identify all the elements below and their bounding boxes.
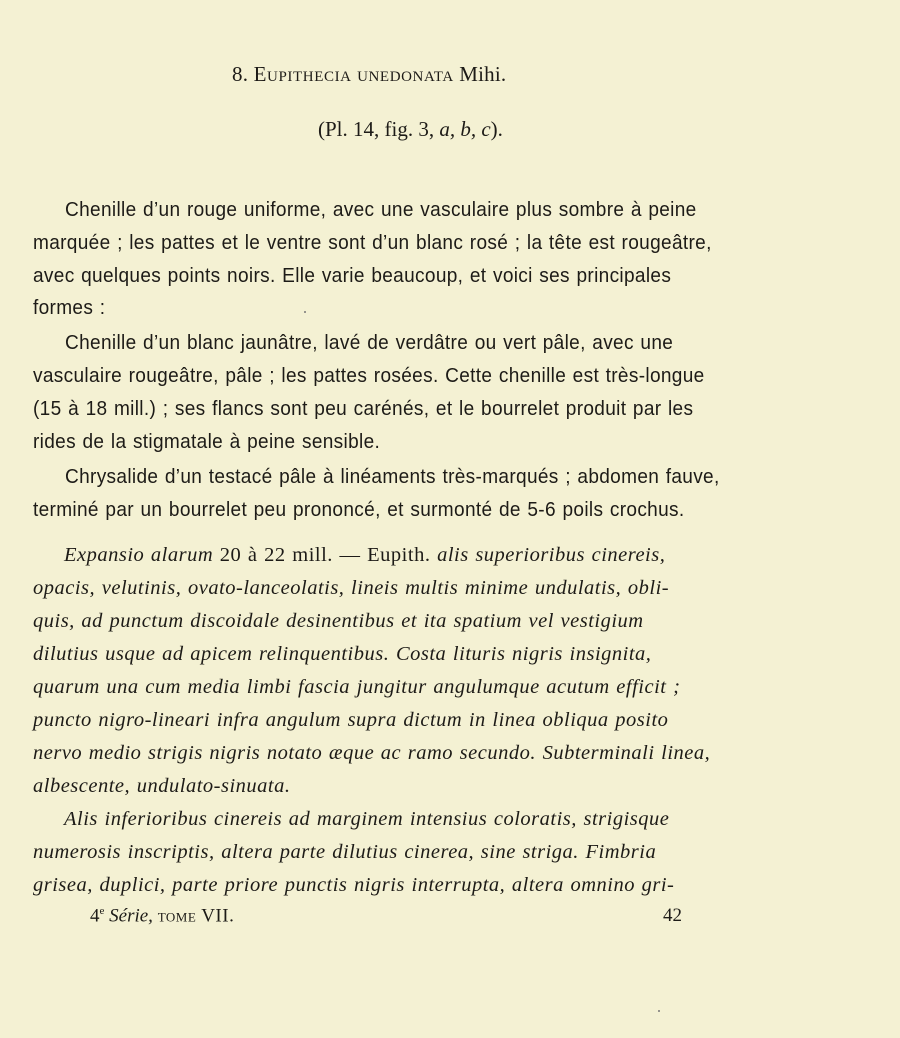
latin-first-line	[64, 545, 665, 566]
plate-prefix: (Pl. 14, fig. 3,	[318, 117, 440, 141]
latin-line: puncto nigro-lineari infra angulum supra dictum in linea obliqua posito	[33, 709, 669, 731]
latin-line: quarum una cum media limbi fascia jungitur angulumque acutum efficit ;	[33, 676, 681, 698]
plate-suffix: ).	[490, 117, 503, 141]
latin-line: dilutius usque ad apicem relinquentibus. Costa lituris nigris insignita,	[33, 643, 652, 665]
latin-line: numerosis inscriptis, altera parte dilutius cinerea, sine striga. Fimbria	[33, 841, 657, 863]
latin-line: nervo medio strigis nigris notato æque ac ramo secundo. Subterminali linea,	[33, 742, 711, 764]
paper-speck	[304, 311, 306, 313]
french-line: vasculaire rougeâtre, pâle ; les pattes rosées. Cette chenille est très-longue	[33, 364, 705, 387]
french-line: avec quelques points noirs. Elle varie beaucoup, et voici ses principales	[33, 264, 672, 287]
series-superscript: e	[99, 905, 105, 917]
species-author: Mihi.	[459, 62, 507, 86]
series-word: Série,	[109, 905, 153, 927]
latin-rest: alis superioribus cinereis,	[437, 544, 666, 566]
french-line: terminé par un bourrelet peu prononcé, et surmonté de 5-6 poils crochus.	[33, 498, 685, 521]
french-line: Chrysalide d’un testacé pâle à linéaments très-marqués ; abdomen fauve,	[65, 465, 720, 488]
species-heading	[232, 64, 506, 85]
plate-figures: a, b, c	[439, 117, 491, 141]
species-name: unedonata	[357, 62, 454, 86]
latin-lead: Expansio alarum	[64, 544, 214, 566]
french-line: formes :	[33, 296, 106, 319]
french-line: Chenille d’un rouge uniforme, avec une vasculaire plus sombre à peine	[65, 198, 697, 221]
french-line: rides de la stigmatale à peine sensible.	[33, 430, 381, 453]
genus-name: Eupithecia	[253, 62, 352, 86]
latin-line: Alis inferioribus cinereis ad marginem intensius coloratis, strigisque	[64, 808, 670, 830]
series-signature	[90, 906, 234, 925]
latin-line: quis, ad punctum discoidale desinentibus et ita spatium vel vestigium	[33, 610, 644, 632]
french-line: Chenille d’un blanc jaunâtre, lavé de verdâtre ou vert pâle, avec une	[65, 331, 674, 354]
french-line: marquée ; les pattes et le ventre sont d’un blanc rosé ; la tête est rougeâtre,	[33, 231, 712, 254]
french-line: (15 à 18 mill.) ; ses flancs sont peu carénés, et le bourrelet produit par les	[33, 397, 694, 420]
latin-line: opacis, velutinis, ovato-lanceolatis, lineis multis minime undulatis, obli-	[33, 577, 670, 599]
plate-reference	[318, 119, 503, 140]
latin-line: grisea, duplici, parte priore punctis nigris interrupta, altera omnino gri-	[33, 874, 675, 896]
series-number: 4	[90, 905, 100, 927]
paper-speck	[658, 1010, 660, 1012]
printer-signature: 42	[663, 905, 682, 926]
latin-measure: 20 à 22 mill. — Eupith.	[219, 544, 431, 566]
latin-line: albescente, undulato-sinuata.	[33, 775, 291, 797]
tome-label: tome VII.	[157, 905, 235, 927]
species-number: 8.	[232, 62, 249, 86]
